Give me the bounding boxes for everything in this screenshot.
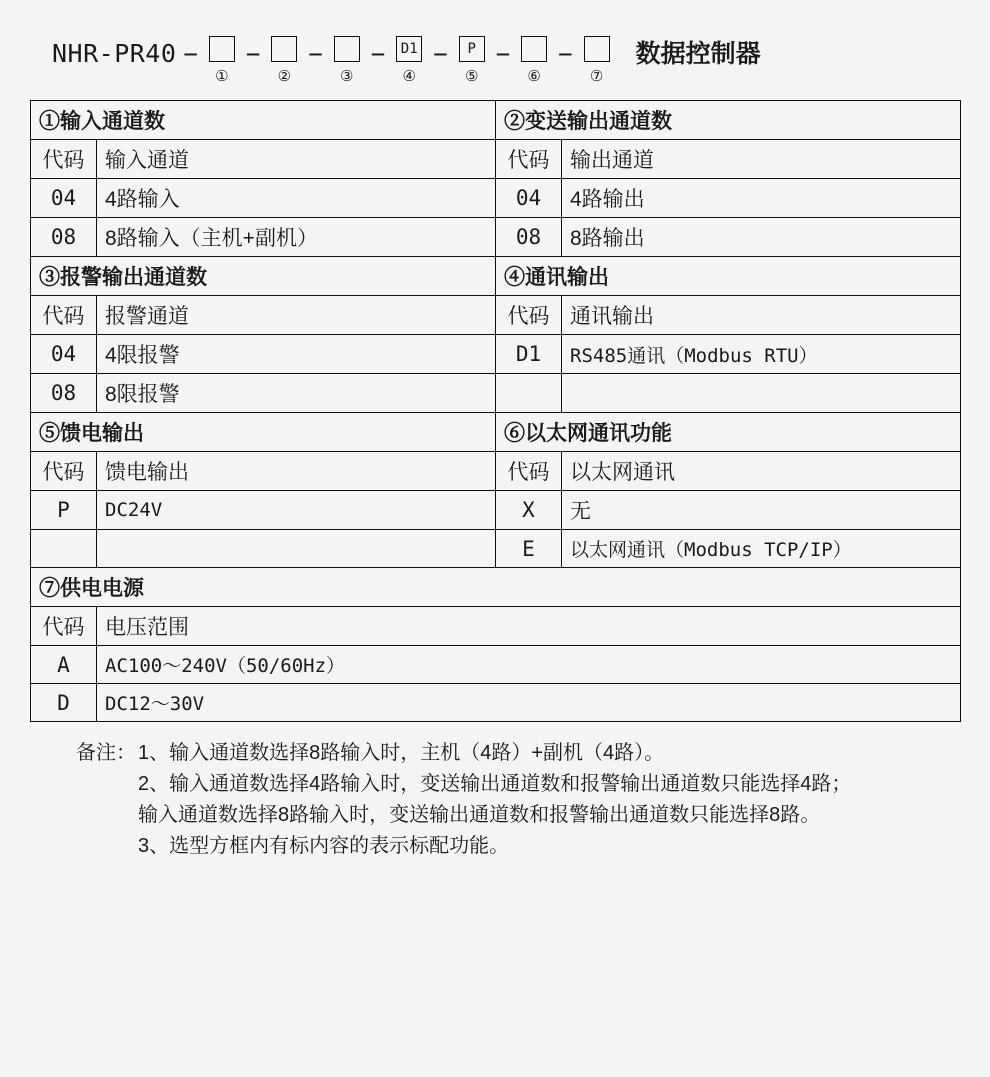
code-slot-box-7[interactable] — [584, 36, 610, 62]
option-code: D1 — [496, 335, 562, 374]
option-code: 08 — [496, 218, 562, 257]
option-code: 04 — [31, 179, 97, 218]
model-number: NHR-PR40 — [52, 39, 177, 68]
option-value: 以太网通讯（Modbus TCP/IP） — [562, 530, 961, 568]
col-head-name-2: 输出通道 — [562, 140, 961, 179]
table-row — [31, 684, 961, 722]
notes-label: 备注： — [76, 742, 136, 764]
option-value: 4路输入 — [97, 179, 496, 218]
code-slot-index-2: ② — [277, 68, 292, 85]
col-head-code-7: 代码 — [31, 607, 97, 646]
section-header-5: ⑤馈电输出 — [31, 413, 496, 452]
col-head-name-1: 输入通道 — [97, 140, 496, 179]
code-slot-box-4[interactable]: D1 — [396, 36, 422, 62]
table-row — [31, 413, 961, 452]
col-head-name-7: 电压范围 — [97, 607, 961, 646]
col-head-name-6: 以太网通讯 — [562, 452, 961, 491]
dash-separator-3: − — [308, 40, 323, 68]
notes-list — [138, 738, 851, 862]
table-row — [31, 257, 961, 296]
option-code: 08 — [31, 374, 97, 413]
code-slot-index-5: ⑤ — [464, 68, 479, 85]
note-item: 2、输入通道数选择4路输入时，变送输出通道数和报警输出通道数只能选择4路； — [138, 773, 852, 795]
code-slot-box-6[interactable] — [521, 36, 547, 62]
dash-separator-2: − — [245, 40, 261, 68]
option-value: 8限报警 — [97, 374, 496, 413]
table-row — [31, 101, 961, 140]
option-code: 04 — [496, 179, 562, 218]
code-slot-6 — [517, 22, 551, 84]
option-code — [31, 530, 97, 568]
dash-separator-4: − — [370, 40, 386, 68]
col-head-name-5: 馈电输出 — [97, 452, 496, 491]
code-slot-index-4: ④ — [402, 68, 416, 85]
code-slot-1 — [205, 22, 239, 84]
notes-block — [30, 738, 960, 862]
code-slot-group — [176, 22, 613, 84]
option-value: RS485通讯（Modbus RTU） — [562, 335, 961, 374]
code-slot-box-5[interactable]: P — [459, 36, 485, 62]
section-header-2: ②变送输出通道数 — [496, 101, 961, 140]
code-slot-index-3: ③ — [340, 68, 354, 85]
option-value: 无 — [562, 491, 961, 530]
section-header-3: ③报警输出通道数 — [31, 257, 496, 296]
table-row — [31, 530, 961, 568]
option-code: 04 — [31, 335, 97, 374]
col-head-code-3: 代码 — [31, 296, 97, 335]
option-value: 4路输出 — [562, 179, 961, 218]
table-row — [31, 374, 961, 413]
option-value — [97, 530, 496, 568]
option-value: 4限报警 — [97, 335, 496, 374]
table-row — [31, 568, 961, 607]
code-slot-7 — [580, 22, 614, 84]
col-head-code-5: 代码 — [31, 452, 97, 491]
code-slot-index-1: ① — [215, 68, 229, 85]
table-row — [31, 140, 961, 179]
note-item-continuation: 输入通道数选择8路输入时，变送输出通道数和报警输出通道数只能选择8路。 — [138, 804, 821, 826]
section-header-7: ⑦供电电源 — [31, 568, 961, 607]
table-row — [31, 491, 961, 530]
col-head-code-1: 代码 — [31, 140, 97, 179]
option-value: AC100～240V（50/60Hz） — [97, 646, 961, 684]
dash-separator-1: − — [183, 40, 198, 68]
note-item: 3、选型方框内有标内容的表示标配功能。 — [138, 835, 510, 857]
option-code: X — [496, 491, 562, 530]
code-slot-box-2[interactable] — [271, 36, 297, 62]
col-head-code-6: 代码 — [496, 452, 562, 491]
product-title: 数据控制器 — [635, 40, 761, 68]
option-value: DC12～30V — [97, 684, 961, 722]
notes-row — [76, 738, 960, 862]
dash-separator-7: − — [558, 40, 573, 68]
option-value — [562, 374, 961, 413]
col-head-name-4: 通讯输出 — [562, 296, 961, 335]
selection-table — [30, 100, 961, 722]
table-row — [31, 218, 961, 257]
table-row — [31, 607, 961, 646]
col-head-name-3: 报警通道 — [97, 296, 496, 335]
option-code: P — [31, 491, 97, 530]
option-value: DC24V — [97, 491, 496, 530]
section-header-1: ①输入通道数 — [31, 101, 496, 140]
option-code: E — [496, 530, 562, 568]
col-head-code-2: 代码 — [496, 140, 562, 179]
code-slot-4 — [392, 22, 426, 84]
table-row — [31, 452, 961, 491]
section-header-6: ⑥以太网通讯功能 — [496, 413, 961, 452]
table-row — [31, 179, 961, 218]
code-slot-index-6: ⑥ — [527, 68, 541, 85]
model-code-line — [30, 22, 960, 100]
code-slot-box-3[interactable] — [334, 36, 360, 62]
code-slot-2 — [267, 22, 301, 84]
table-row — [31, 296, 961, 335]
code-slot-3 — [330, 22, 364, 84]
table-row — [31, 646, 961, 684]
section-header-4: ④通讯输出 — [496, 257, 961, 296]
option-code — [496, 374, 562, 413]
option-code: A — [31, 646, 97, 684]
option-value: 8路输出 — [562, 218, 961, 257]
col-head-code-4: 代码 — [496, 296, 562, 335]
option-value: 8路输入（主机+副机） — [97, 218, 496, 257]
note-item: 1、输入通道数选择8路输入时，主机（4路）+副机（4路）。 — [138, 742, 665, 764]
dash-separator-5: − — [433, 40, 448, 68]
option-code: 08 — [31, 218, 97, 257]
code-slot-box-1[interactable] — [209, 36, 235, 62]
table-row — [31, 335, 961, 374]
option-code: D — [31, 684, 97, 722]
code-slot-5 — [455, 22, 489, 84]
dash-separator-6: − — [495, 40, 511, 68]
code-slot-index-7: ⑦ — [589, 68, 604, 85]
